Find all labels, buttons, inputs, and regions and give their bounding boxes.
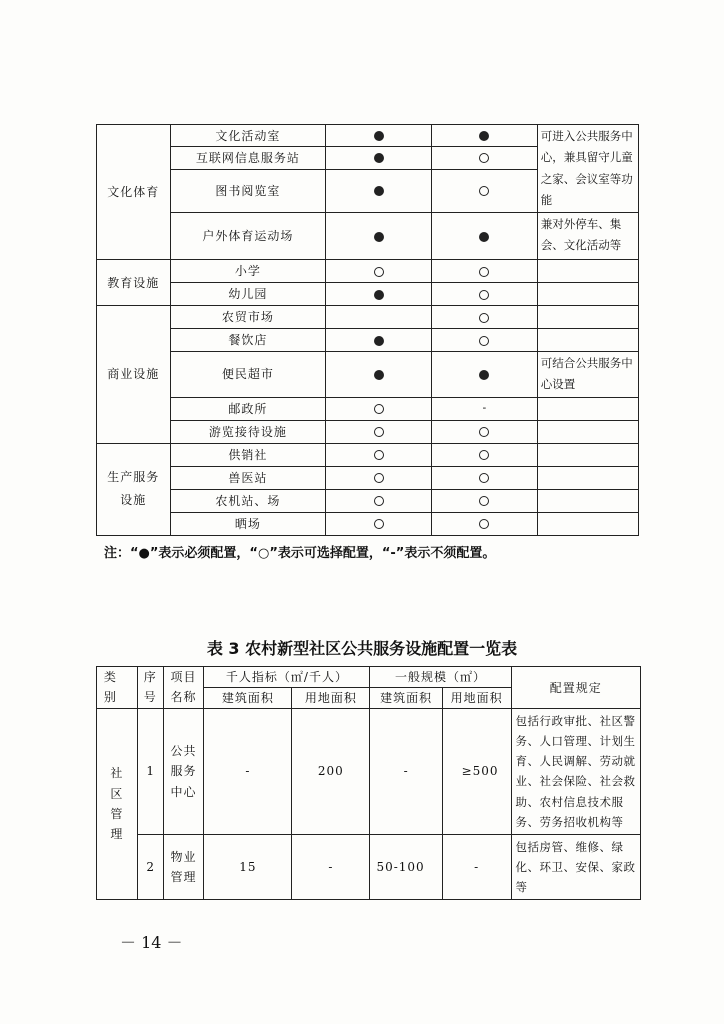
required-dot-icon — [432, 125, 538, 147]
table-row — [97, 352, 639, 398]
item-cell: 供销社 — [170, 443, 326, 466]
note-cell — [537, 306, 638, 329]
optional-ring-icon — [432, 512, 538, 535]
item-cell: 兽医站 — [170, 466, 326, 489]
header-row — [97, 667, 641, 688]
header-category: 类别 — [97, 667, 138, 709]
item-cell: 游览接待设施 — [170, 420, 326, 443]
page-number: － 14 － — [120, 933, 183, 952]
header-spec: 配置规定 — [511, 667, 641, 709]
optional-ring-icon — [432, 489, 538, 512]
table-row — [97, 306, 639, 329]
note-cell — [537, 512, 638, 535]
header-building-area: 建筑面积 — [370, 688, 442, 709]
optional-ring-icon — [432, 260, 538, 283]
optional-ring-icon — [432, 306, 538, 329]
item-cell: 邮政所 — [170, 397, 326, 420]
optional-ring-icon — [326, 489, 432, 512]
optional-ring-icon — [432, 329, 538, 352]
note-cell — [537, 466, 638, 489]
optional-ring-icon — [432, 283, 538, 306]
required-dot-icon — [326, 352, 432, 398]
note-cell — [537, 489, 638, 512]
header-land-area: 用地面积 — [292, 688, 370, 709]
optional-ring-icon — [432, 147, 538, 169]
header-per-thousand: 千人指标（㎡/千人） — [204, 667, 370, 688]
value-cell: ≥500 — [442, 709, 511, 835]
spec-cell: 包括房管、维修、绿化、环卫、安保、家政等 — [511, 834, 641, 899]
item-cell: 农机站、场 — [170, 489, 326, 512]
note-cell — [537, 397, 638, 420]
item-cell: 餐饮店 — [170, 329, 326, 352]
item-cell: 小学 — [170, 260, 326, 283]
category-cell: 教育设施 — [97, 260, 171, 306]
note-cell — [537, 283, 638, 306]
table-title: 表 3 农村新型社区公共服务设施配置一览表 — [206, 639, 518, 658]
table-row — [97, 512, 639, 535]
optional-ring-icon — [432, 443, 538, 466]
spec-cell: 包括行政审批、社区警务、人口管理、计划生育、人民调解、劳动就业、社会保险、社会救助、农村信息技术服务、劳务招收机构等 — [511, 709, 641, 835]
optional-ring-icon — [326, 512, 432, 535]
item-cell: 幼儿园 — [170, 283, 326, 306]
value-cell: 200 — [292, 709, 370, 835]
required-dot-icon — [326, 147, 432, 169]
required-dot-icon — [326, 125, 432, 147]
note-cell — [537, 260, 638, 283]
empty-cell — [326, 306, 432, 329]
value-cell: 15 — [204, 834, 292, 899]
header-general-scale: 一般规模（㎡） — [370, 667, 511, 688]
optional-ring-icon — [326, 443, 432, 466]
value-cell: - — [442, 834, 511, 899]
not-required-dash: - — [432, 397, 538, 420]
table-row — [97, 125, 639, 147]
value-cell: - — [204, 709, 292, 835]
optional-ring-icon — [326, 466, 432, 489]
legend-note: 注：“●”表示必须配置，“○”表示可选择配置，“-”表示不须配置。 — [104, 546, 496, 561]
value-cell: - — [292, 834, 370, 899]
header-land-area: 用地面积 — [442, 688, 511, 709]
item-cell: 物业管理 — [163, 834, 204, 899]
category-cell: 生产服务设施 — [97, 443, 171, 535]
table-row — [97, 397, 639, 420]
header-no: 序号 — [137, 667, 163, 709]
table-row — [97, 283, 639, 306]
optional-ring-icon — [432, 466, 538, 489]
optional-ring-icon — [432, 169, 538, 213]
header-item: 项目名称 — [163, 667, 204, 709]
required-dot-icon — [326, 169, 432, 213]
required-dot-icon — [326, 283, 432, 306]
optional-ring-icon — [326, 420, 432, 443]
header-building-area: 建筑面积 — [204, 688, 292, 709]
note-cell — [537, 443, 638, 466]
table-row — [97, 260, 639, 283]
note-cell: 可结合公共服务中心设置 — [537, 352, 638, 398]
item-cell: 晒场 — [170, 512, 326, 535]
value-cell: - — [370, 709, 442, 835]
note-cell — [537, 420, 638, 443]
value-cell: 50-100 — [370, 834, 442, 899]
note-cell: 兼对外停车、集会、文化活动等 — [537, 213, 638, 260]
item-cell: 便民超市 — [170, 352, 326, 398]
item-cell: 互联网信息服务站 — [170, 147, 326, 169]
table-row — [97, 489, 639, 512]
item-cell: 农贸市场 — [170, 306, 326, 329]
table-row — [97, 709, 641, 835]
item-cell: 公共服务中心 — [163, 709, 204, 835]
optional-ring-icon — [326, 260, 432, 283]
table-row — [97, 834, 641, 899]
optional-ring-icon — [326, 397, 432, 420]
no-cell: 1 — [137, 709, 163, 835]
note-cell — [537, 329, 638, 352]
table-row — [97, 466, 639, 489]
item-cell: 户外体育运动场 — [170, 213, 326, 260]
table-row — [97, 443, 639, 466]
category-cell: 商业设施 — [97, 306, 171, 444]
required-dot-icon — [432, 213, 538, 260]
facility-config-table — [96, 124, 639, 536]
no-cell: 2 — [137, 834, 163, 899]
note-cell: 可进入公共服务中心，兼具留守儿童之家、会议室等功能 — [537, 125, 638, 213]
item-cell: 图书阅览室 — [170, 169, 326, 213]
optional-ring-icon — [432, 420, 538, 443]
table-row — [97, 420, 639, 443]
required-dot-icon — [326, 213, 432, 260]
table-row — [97, 329, 639, 352]
public-service-table — [96, 666, 641, 900]
required-dot-icon — [432, 352, 538, 398]
required-dot-icon — [326, 329, 432, 352]
category-cell: 文化体育 — [97, 125, 171, 260]
category-cell: 社区管理 — [97, 709, 138, 900]
item-cell: 文化活动室 — [170, 125, 326, 147]
